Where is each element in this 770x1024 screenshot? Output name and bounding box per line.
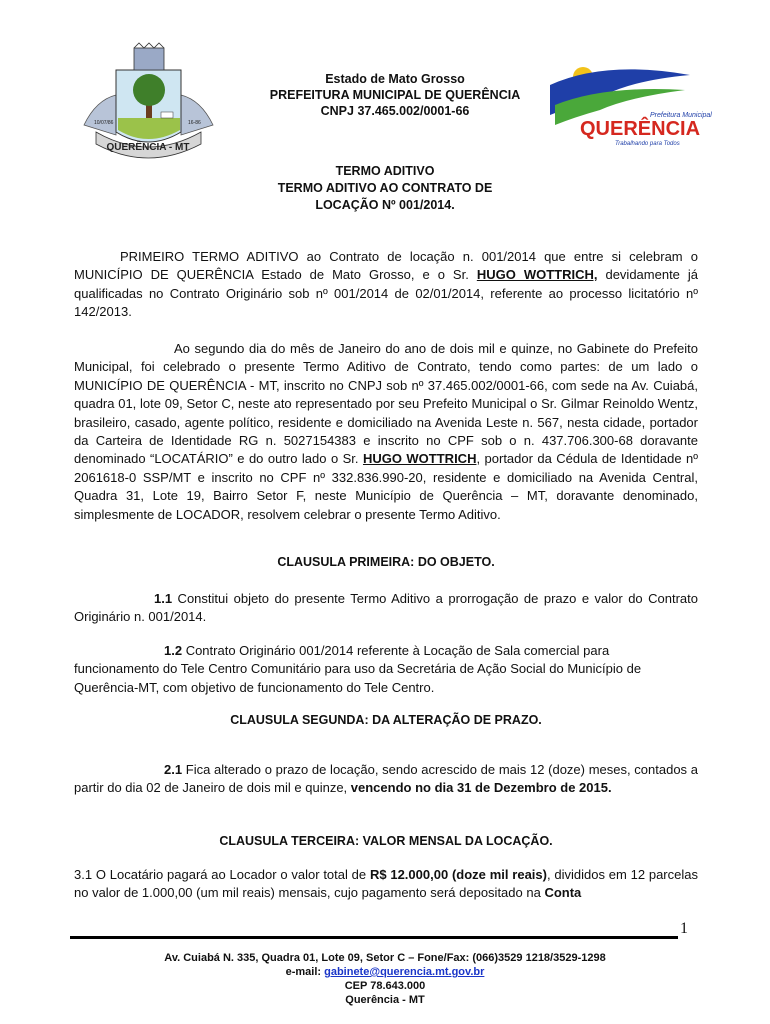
- header-cnpj: CNPJ 37.465.002/0001-66: [320, 104, 470, 118]
- document-footer: [80, 951, 690, 1007]
- crest-left-text: 10/07/86: [94, 120, 114, 126]
- footer-cep: CEP 78.643.000: [344, 980, 426, 992]
- footer-divider: [70, 936, 678, 939]
- title-line-3: LOCAÇÃO Nº 001/2014.: [315, 198, 455, 212]
- title-line-2: TERMO ADITIVO AO CONTRATO DE: [277, 181, 493, 195]
- querencia-brand-logo: [545, 55, 712, 155]
- header-state: Estado de Mato Grosso: [325, 72, 465, 86]
- footer-address: Av. Cuiabá N. 335, Quadra 01, Lote 09, Setor C – Fone/Fax: (066)3529 1218/3529-1298: [164, 952, 606, 964]
- email-link[interactable]: gabinete@querencia.mt.gov.br: [324, 966, 485, 978]
- municipal-crest-logo: [76, 40, 221, 160]
- brand-tagline: Trabalhando para Todos: [615, 141, 680, 147]
- title-line-1: TERMO ADITIVO: [335, 164, 435, 178]
- paragraph-parties: Ao segundo dia do mês de Janeiro do ano de dois mil e quinze, no Gabinete do Prefeito Municipal, foi celebrado o presente Termo Aditivo de Contrato, tendo como partes: de um lado o MUNICÍPIO DE QUERÊNCIA - MT, inscrito no CNPJ sob nº 37.465.002/0001-66, com sede na Av. Cuiabá, quadra 01, lote 09, Setor C, neste ato representado por seu Prefeito Municipal o Sr. Gilmar Reinoldo Wentz, brasileiro, casado, agente político, residente e domiciliado na Avenida Leste n. 567, nesta cidade, portador da Carteira de Identidade RG n. 5027154383 e inscrito no CPF sob o n. 437.706.300-68 doravante denominado “LOCATÁRIO” e do outro lado o Sr. HUGO WOTTRICH, portador da Cédula de Identidade nº 2061618-0 SSP/MT e inscrito no CPF nº 332.836.990-20, residente e domiciliado na Avenida Central, Quadra 31, Lote 19, Bairro Setor F, neste Município de Querência – MT, doravante denominado, simplesmente de LOCADOR, resolvem celebrar o presente Termo Aditivo.: [74, 341, 698, 522]
- contractor-name-2: HUGO WOTTRICH: [362, 451, 477, 467]
- footer-city: Querência - MT: [345, 994, 425, 1006]
- crest-right-text: 16-86: [188, 120, 201, 126]
- clausula-primeira-heading: CLAUSULA PRIMEIRA: DO OBJETO.: [277, 555, 495, 569]
- document-title: [200, 163, 570, 214]
- page-number: 1: [680, 920, 688, 937]
- clausula-segunda-heading: CLAUSULA SEGUNDA: DA ALTERAÇÃO DE PRAZO.: [230, 713, 542, 727]
- clausula-2-1: 2.1 Fica alterado o prazo de locação, sendo acrescido de mais 12 (doze) meses, contados a partir do dia 02 de Janeiro de dois mil e quinze, vencendo no dia 31 de Dezembro de 2015.: [74, 762, 698, 796]
- clausula-terceira-heading: CLAUSULA TERCEIRA: VALOR MENSAL DA LOCAÇÃO.: [219, 834, 553, 848]
- clausula-1-1: 1.1 Constitui objeto do presente Termo Aditivo a prorrogação de prazo e valor do Contrato Originário n. 001/2014.: [74, 591, 698, 625]
- document-header: [240, 71, 550, 119]
- clausula-3-1: 3.1 O Locatário pagará ao Locador o valor total de R$ 12.000,00 (doze mil reais), divididos em 12 parcelas no valor de 1.000,00 (um mil reais) mensais, cujo pagamento será depositado na Conta: [74, 867, 698, 901]
- clausula-1-2: 1.2 Contrato Originário 001/2014 referente à Locação de Sala comercial para funcionamento do Tele Centro Comunitário para uso da Secretária de Ação Social do Município de Querência-MT, com objetivo de funcionamento do Tele Centro.: [74, 643, 642, 695]
- header-prefeitura: PREFEITURA MUNICIPAL DE QUERÊNCIA: [269, 88, 521, 102]
- paragraph-intro: PRIMEIRO TERMO ADITIVO ao Contrato de locação n. 001/2014 que entre si celebram o MUNICÍPIO DE QUERÊNCIA Estado de Mato Grosso, e o Sr. HUGO WOTTRICH, devidamente já qualificadas no Contrato Originário sob nº 001/2014 de 02/01/2014, referente ao processo licitatório nº 142/2013.: [74, 249, 699, 320]
- brand-name: QUERÊNCIA: [580, 118, 701, 140]
- contractor-name: HUGO WOTTRICH,: [476, 267, 598, 283]
- footer-email-line: e-mail: gabinete@querencia.mt.gov.br: [285, 966, 485, 978]
- crest-banner-text: QUERÊNCIA - MT: [106, 142, 190, 153]
- brand-small-text: Prefeitura Municipal: [650, 112, 712, 119]
